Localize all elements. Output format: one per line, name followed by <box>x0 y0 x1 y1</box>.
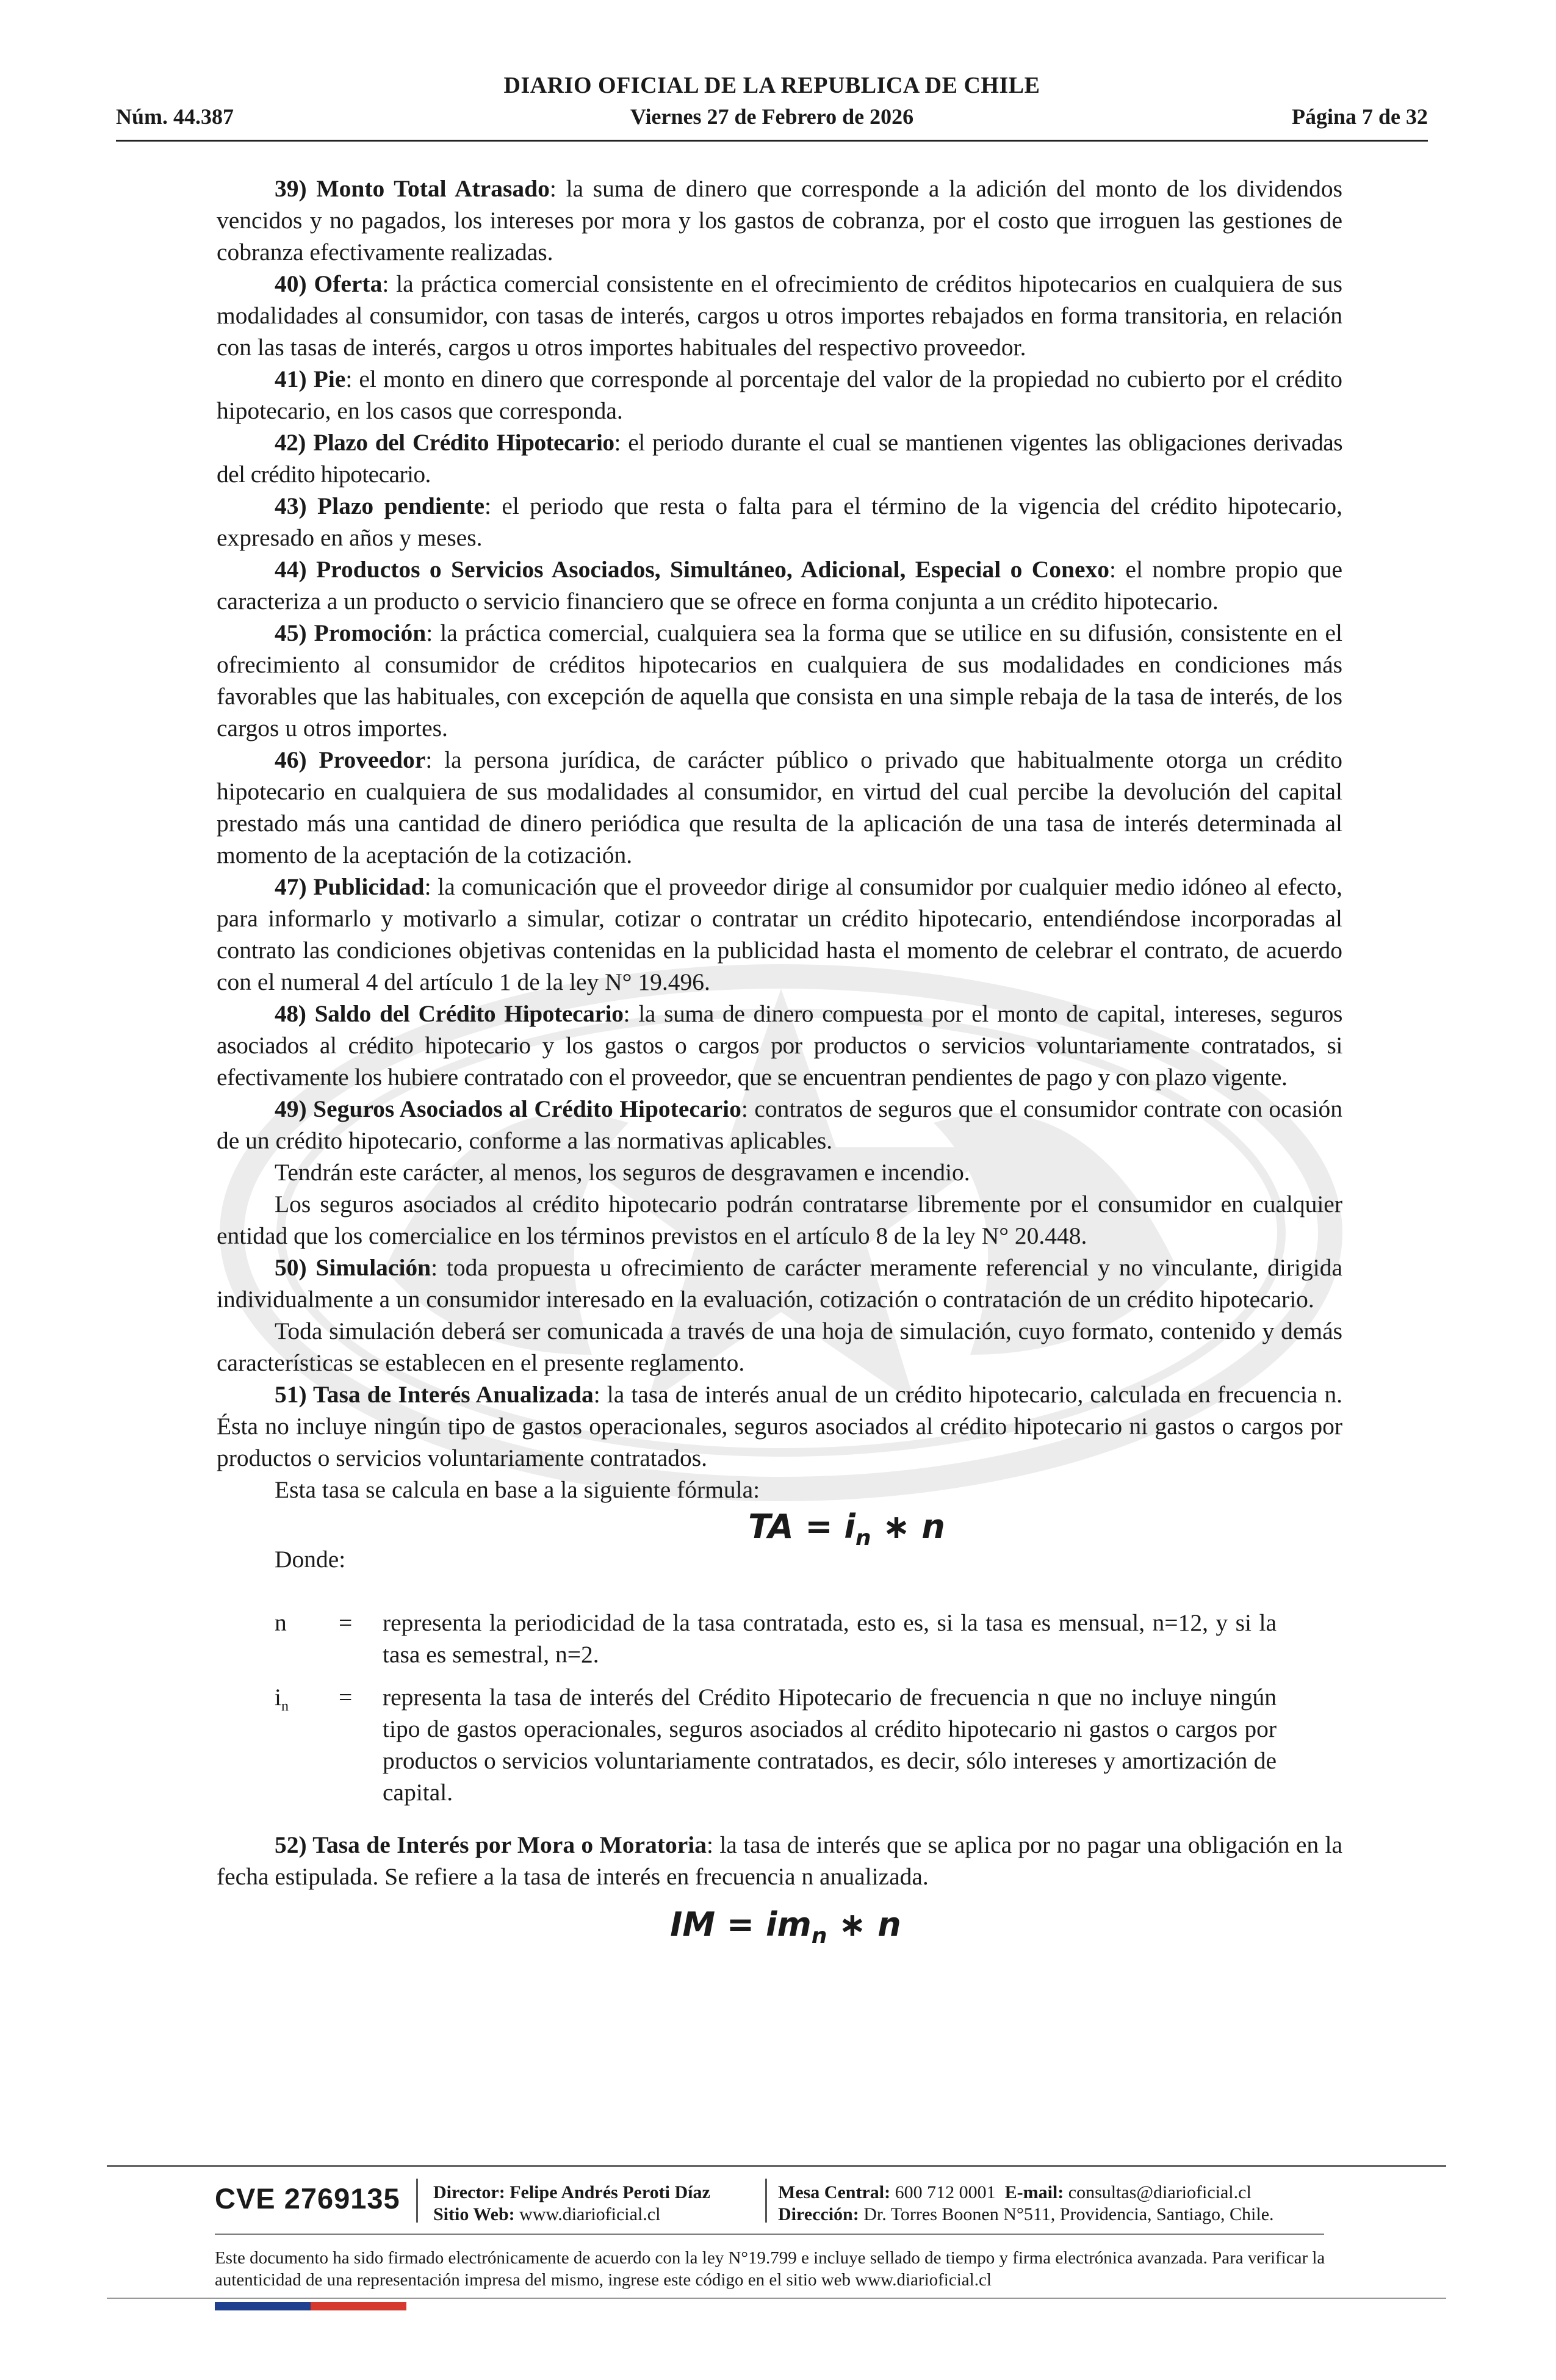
formula-tasa-anualizada <box>217 1506 1342 1551</box>
cve-code: CVE 2769135 <box>215 2182 400 2215</box>
definition-42 <box>217 427 1342 490</box>
blue-stripe <box>215 2302 311 2310</box>
definition-text: : el periodo durante el cual se mantienen vigentes las obligaciones derivadas del crédito hipotecario. <box>217 429 1342 488</box>
equals-sign: = <box>339 1684 353 1711</box>
term-label: 46) Proveedor <box>275 746 426 773</box>
website-link[interactable]: www.diarioficial.cl <box>519 2204 661 2224</box>
paragraph-49b: Tendrán este carácter, al menos, los seguros de desgravamen e incendio. <box>275 1159 970 1186</box>
definition-43 <box>217 490 1342 554</box>
formula-definitions <box>217 1607 1342 1808</box>
donde-label: Donde: <box>275 1546 346 1573</box>
header-divider <box>116 140 1428 142</box>
footer-separator <box>765 2179 767 2223</box>
footer-contact-block <box>778 2182 1274 2226</box>
symbol-letter: i <box>275 1684 281 1711</box>
formula-rhs: ∗ n <box>827 1905 901 1944</box>
flag-color-bar <box>215 2302 406 2310</box>
definition-row <box>217 1607 1342 1670</box>
definition-text: : toda propuesta u ofrecimiento de carácter meramente referencial y no vinculante, dirigida individualmente a un consumidor interesado en la evaluación, cotización o contratación de un crédito hipotecario. <box>217 1254 1342 1313</box>
director-label: Director: <box>433 2182 505 2202</box>
newspaper-title: DIARIO OFICIAL DE LA REPUBLICA DE CHILE <box>503 73 1040 98</box>
definition-44 <box>217 554 1342 617</box>
definition-50 <box>217 1252 1342 1315</box>
formula-lhs: TA = i <box>748 1507 855 1546</box>
term-label: 50) Simulación <box>275 1254 431 1281</box>
definition-39 <box>217 173 1342 268</box>
definition-text: : la práctica comercial consistente en el ofrecimiento de créditos hipotecarios en cualquiera de sus modalidades al consumidor, con tasas de interés, cargos u otros importes rebajados en forma transitoria, en relación con las tasas de interés, cargos u otros importes habituales del respectivo proveedor. <box>217 270 1343 361</box>
footer-director-block <box>433 2182 710 2226</box>
definition-text: : la comunicación que el proveedor dirige al consumidor por cualquier medio idóneo al efecto, para informarlo y motivarlo a simular, cotizar o contratar un crédito hipotecario, entendiéndose incorporadas al contrato las condiciones objetivas contenidas en la publicidad hasta el momento de celebrar el contrato, de acuerdo con el numeral 4 del artículo 1 de la ley N° 19.496. <box>217 873 1342 995</box>
term-label: 45) Promoción <box>275 619 427 646</box>
definition-46 <box>217 744 1342 871</box>
variable-symbol <box>217 1681 339 1722</box>
term-label: 42) Plazo del Crédito Hipotecario <box>275 429 614 456</box>
symbol-letter: n <box>275 1609 287 1636</box>
definition-text: : la suma de dinero compuesta por el monto de capital, intereses, seguros asociados al crédito hipotecario y los gastos o cargos por productos o servicios voluntariamente contratados, si efectivamente los hubiere contratado con el proveedor, que se encuentran pendientes de pago y con plazo vigente. <box>217 1000 1342 1091</box>
issue-date: Viernes 27 de Febrero de 2026 <box>630 104 914 129</box>
email-label: E-mail: <box>1004 2182 1064 2202</box>
term-label: 43) Plazo pendiente <box>275 492 485 519</box>
formula-subscript: n <box>811 1923 827 1949</box>
mesa-label: Mesa Central: <box>778 2182 891 2202</box>
paragraph-51b: Esta tasa se calcula en base a la siguiente fórmula: <box>275 1476 760 1503</box>
red-stripe <box>311 2302 406 2310</box>
symbol-subscript: n <box>281 1698 289 1714</box>
definition-51 <box>217 1379 1342 1474</box>
paragraph-50b: Toda simulación deberá ser comunicada a través de una hoja de simulación, cuyo formato, contenido y demás características se establecen en el presente reglamento. <box>217 1318 1342 1376</box>
formula-lhs: IM = im <box>670 1905 812 1944</box>
term-label: 40) Oferta <box>275 270 383 297</box>
address-label: Dirección: <box>778 2204 859 2224</box>
definition-text: : la persona jurídica, de carácter público o privado que habitualmente otorga un crédito hipotecario en cualquiera de sus modalidades al consumidor, en virtud del cual percibe la devolución del capital prestado más una cantidad de dinero periódica que resulta de la aplicación de una tasa de interés determinada al momento de la aceptación de la cotización. <box>217 746 1342 868</box>
term-label: 52) Tasa de Interés por Mora o Moratoria <box>275 1831 707 1858</box>
term-label: 49) Seguros Asociados al Crédito Hipotecario <box>275 1095 741 1122</box>
definition-40 <box>217 268 1342 363</box>
definition-45 <box>217 617 1342 744</box>
footer-divider <box>107 2298 1446 2299</box>
definition-text: : contratos de seguros que el consumidor contrate con ocasión de un crédito hipotecario, conforme a las normativas aplicables. <box>217 1095 1342 1154</box>
definition-52 <box>217 1829 1342 1892</box>
definition-text: : la práctica comercial, cualquiera sea la forma que se utilice en su difusión, consistente en el ofrecimiento al consumidor de créditos hipotecarios en cualquiera de sus modalidades en condiciones más favorables que las habituales, con excepción de aquella que consista en una simple rebaja de la tasa de interés, de los cargos u otros importes. <box>217 619 1342 741</box>
address-text: Dr. Torres Boonen N°511, Providencia, Santiago, Chile. <box>863 2204 1274 2224</box>
term-label: 41) Pie <box>275 366 346 392</box>
page-number: Página 7 de 32 <box>1291 104 1428 129</box>
director-name: Felipe Andrés Peroti Díaz <box>510 2182 710 2202</box>
phone-number: 600 712 0001 <box>895 2182 996 2202</box>
term-label: 48) Saldo del Crédito Hipotecario <box>275 1000 624 1027</box>
formula-tasa-moratoria <box>217 1903 1342 1958</box>
variable-description: representa la tasa de interés del Crédito Hipotecario de frecuencia n que no incluye ningún tipo de gastos operacionales, seguros asociados al crédito hipotecario ni gastos o cargos por productos o servicios voluntariamente contratados, es decir, sólo intereses y amortización de capital. <box>383 1684 1277 1806</box>
term-label: 44) Productos o Servicios Asociados, Simultáneo, Adicional, Especial o Conexo <box>275 556 1110 583</box>
term-label: 39) Monto Total Atrasado <box>275 175 550 202</box>
definition-text: : el monto en dinero que corresponde al porcentaje del valor de la propiedad no cubierto por el crédito hipotecario, en los casos que corresponda. <box>217 366 1342 424</box>
legal-notice: Este documento ha sido firmado electrónicamente de acuerdo con la ley N°19.799 e incluye sellado de tiempo y firma electrónica avanzada. Para verificar la autenticidad de una representación impresa del mismo, ingrese este código en el sitio web www.diarioficial.cl <box>215 2248 1325 2290</box>
definition-49 <box>217 1093 1342 1156</box>
definition-text: : el nombre propio que caracteriza a un producto o servicio financiero que se ofrece en forma conjunta a un crédito hipotecario. <box>217 556 1342 615</box>
equals-sign: = <box>339 1609 353 1636</box>
term-label: 47) Publicidad <box>275 873 425 900</box>
definition-47 <box>217 871 1342 998</box>
paragraph-49c: Los seguros asociados al crédito hipotecario podrán contratarse libremente por el consumidor en cualquier entidad que los comercialice en los términos previstos en el artículo 8 de la ley N° 20.448. <box>217 1191 1342 1249</box>
variable-description: representa la periodicidad de la tasa contratada, esto es, si la tasa es mensual, n=12, y si la tasa es semestral, n=2. <box>383 1609 1277 1668</box>
document-body <box>217 173 1342 1958</box>
page-header <box>116 72 1428 139</box>
definition-text: : la tasa de interés que se aplica por no pagar una obligación en la fecha estipulada. Se refiere a la tasa de interés en frecuencia n anualizada. <box>217 1831 1343 1890</box>
footer-separator <box>416 2179 418 2223</box>
definition-row <box>217 1681 1342 1808</box>
variable-symbol <box>217 1607 339 1639</box>
definition-41 <box>217 363 1342 427</box>
definition-48 <box>217 998 1342 1093</box>
footer-divider <box>107 2165 1446 2167</box>
definition-text: : el periodo que resta o falta para el término de la vigencia del crédito hipotecario, expresado en años y meses. <box>217 492 1342 551</box>
definition-text: : la tasa de interés anual de un crédito hipotecario, calculada en frecuencia n. Ésta no incluye ningún tipo de gastos operacionales, seguros asociados al crédito hipotecario ni gastos o cargos por productos o servicios voluntariamente contratados. <box>217 1381 1342 1471</box>
issue-number: Núm. 44.387 <box>116 104 234 129</box>
web-label: Sitio Web: <box>433 2204 515 2224</box>
footer-divider <box>215 2234 1324 2235</box>
term-label: 51) Tasa de Interés Anualizada <box>275 1381 594 1408</box>
email-link[interactable]: consultas@diarioficial.cl <box>1068 2182 1252 2202</box>
formula-subscript: n <box>855 1525 871 1551</box>
definition-text: : la suma de dinero que corresponde a la adición del monto de los dividendos vencidos y no pagados, los intereses por mora y los gastos de cobranza, por el costo que irroguen las gestiones de cobranza efectivamente realizadas. <box>217 175 1342 265</box>
formula-rhs: ∗ n <box>871 1507 945 1546</box>
